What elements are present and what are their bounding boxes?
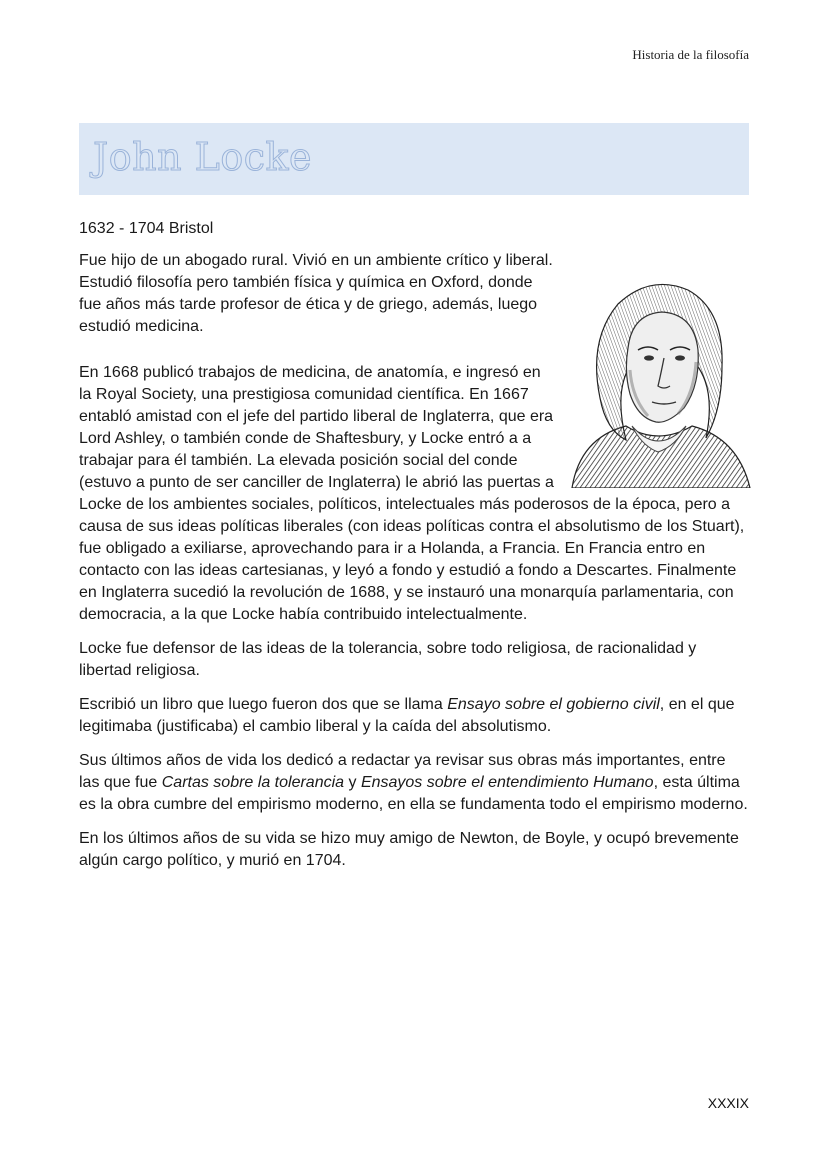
page-title: John Locke	[93, 135, 313, 179]
page-number: XXXIX	[707, 1095, 749, 1111]
paragraph-career: En 1668 publicó trabajos de medicina, de anatomía, e ingresó en la Royal Society, una prestigiosa comunidad científica. En 1667 entabló amistad con el jefe del partido liberal de Inglaterra, que era Lord Ashley, o también conde de Shaftesbury, y Locke entró a a trabajar para él también. La elevada posición social del conde (estuvo a punto de ser canciller de Inglaterra) le abrió las puertas a Locke de los ambientes sociales, políticos, intelectuales más poderosos de la época, pero a causa de sus ideas políticas liberales (con ideas políticas contra el absolutismo de los Stuart), fue obligado a exiliarse, aprovechando para ir a Holanda, a Francia. En Francia entro en contacto con las ideas cartesianas, y leyó a fondo y estudió a fondo a Descartes. Finalmente en Inglaterra sucedió la revolución de 1688, y se instauró una monarquía parlamentaria, con democracia, a la que Locke había contribuido intelectualmente.	[79, 364, 745, 623]
article-body	[79, 218, 750, 884]
paragraph-civil-government: Escribió un libro que luego fueron dos que se llama Ensayo sobre el gobierno civil, en el que legitimaba (justificaba) el cambio liberal y la caída del absolutismo.	[79, 696, 735, 735]
book-title: Ensayos sobre el entendimiento Humano	[360, 774, 654, 791]
book-title: Ensayo sobre el gobierno civil	[447, 696, 660, 713]
paragraph-early-life: Fue hijo de un abogado rural. Vivió en un ambiente crítico y liberal. Estudió filosofía pero también física y química en Oxford, donde fue años más tarde profesor de ética y de griego, además, luego estudió medicina.	[79, 252, 553, 335]
title-band	[79, 123, 749, 195]
life-dates: 1632 - 1704 Bristol	[79, 220, 214, 237]
paragraph-tolerance: Locke fue defensor de las ideas de la tolerancia, sobre todo religiosa, de racionalidad y libertad religiosa.	[79, 640, 697, 679]
paragraph-works: Sus últimos años de vida los dedicó a redactar ya revisar sus obras más importantes, entre las que fue Cartas sobre la tolerancia y Ensayos sobre el entendimiento Humano, esta última es la obra cumbre del empirismo moderno, en ella se fundamenta todo el empirismo moderno.	[79, 752, 748, 813]
paragraph-final-years: En los últimos años de su vida se hizo muy amigo de Newton, de Boyle, y ocupó brevemente algún cargo político, y murió en 1704.	[79, 830, 739, 869]
running-header: Historia de la filosofía	[632, 47, 749, 62]
book-title: Cartas sobre la tolerancia	[161, 774, 345, 791]
portrait-image	[566, 270, 752, 488]
